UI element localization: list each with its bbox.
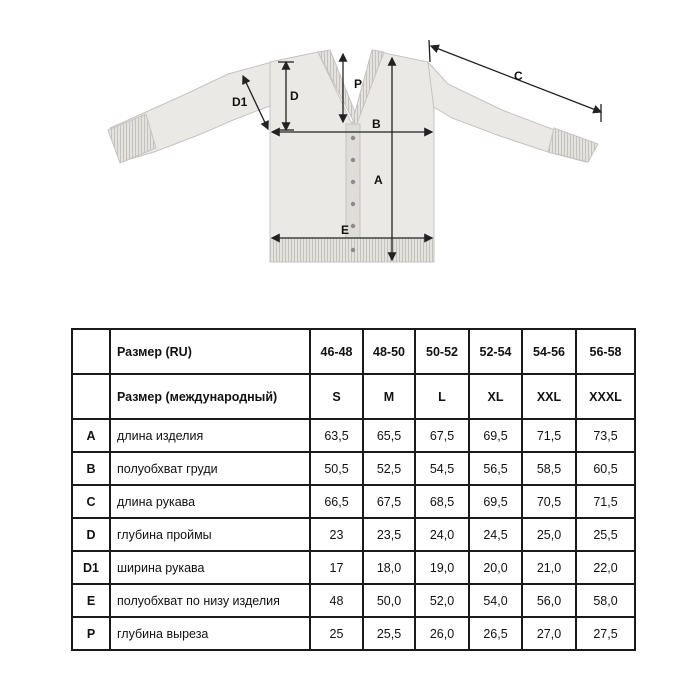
size-ru: 48-50 <box>363 329 415 374</box>
measurement-value: 68,5 <box>415 485 469 518</box>
header-label-ru: Размер (RU) <box>110 329 310 374</box>
size-intl: XXL <box>522 374 576 419</box>
measurement-label: глубина выреза <box>110 617 310 650</box>
measurement-value: 27,5 <box>576 617 635 650</box>
measurement-row <box>72 452 635 485</box>
label-b: B <box>372 117 381 131</box>
size-table <box>71 328 636 651</box>
measurement-value: 66,5 <box>310 485 363 518</box>
measurement-value: 58,5 <box>522 452 576 485</box>
measurement-value: 67,5 <box>363 485 415 518</box>
measurement-label: длина изделия <box>110 419 310 452</box>
measurement-value: 56,0 <box>522 584 576 617</box>
measurement-code: D1 <box>72 551 110 584</box>
size-intl: XXXL <box>576 374 635 419</box>
measurement-row <box>72 485 635 518</box>
size-ru: 54-56 <box>522 329 576 374</box>
button <box>351 202 355 206</box>
measurement-value: 25,5 <box>363 617 415 650</box>
measurement-value: 60,5 <box>576 452 635 485</box>
measurement-value: 22,0 <box>576 551 635 584</box>
measurement-code: B <box>72 452 110 485</box>
cardigan-diagram <box>0 0 700 300</box>
size-intl: L <box>415 374 469 419</box>
measurement-value: 20,0 <box>469 551 522 584</box>
right-cuff <box>548 128 598 162</box>
measurement-value: 71,5 <box>522 419 576 452</box>
measurement-value: 17 <box>310 551 363 584</box>
measurement-value: 23 <box>310 518 363 551</box>
header-row-ru <box>72 329 635 374</box>
measurement-row <box>72 551 635 584</box>
measurement-value: 65,5 <box>363 419 415 452</box>
size-intl: XL <box>469 374 522 419</box>
measurement-value: 58,0 <box>576 584 635 617</box>
measurement-value: 18,0 <box>363 551 415 584</box>
measurement-value: 50,0 <box>363 584 415 617</box>
measurement-label: полуобхват по низу изделия <box>110 584 310 617</box>
measurement-value: 26,5 <box>469 617 522 650</box>
size-intl: M <box>363 374 415 419</box>
measurement-code: E <box>72 584 110 617</box>
measurement-value: 52,0 <box>415 584 469 617</box>
measurement-value: 67,5 <box>415 419 469 452</box>
size-ru: 56-58 <box>576 329 635 374</box>
measurement-value: 21,0 <box>522 551 576 584</box>
measurement-code: A <box>72 419 110 452</box>
measurement-value: 69,5 <box>469 485 522 518</box>
button <box>351 136 355 140</box>
measurement-label: ширина рукава <box>110 551 310 584</box>
size-ru: 52-54 <box>469 329 522 374</box>
measurement-value: 69,5 <box>469 419 522 452</box>
size-ru: 50-52 <box>415 329 469 374</box>
measurement-value: 70,5 <box>522 485 576 518</box>
measurement-value: 52,5 <box>363 452 415 485</box>
measurement-value: 73,5 <box>576 419 635 452</box>
measurement-value: 56,5 <box>469 452 522 485</box>
button <box>351 224 355 228</box>
measurement-row <box>72 518 635 551</box>
measurement-value: 25 <box>310 617 363 650</box>
measurement-value: 50,5 <box>310 452 363 485</box>
measurement-value: 54,0 <box>469 584 522 617</box>
measurement-label: полуобхват груди <box>110 452 310 485</box>
measurement-value: 19,0 <box>415 551 469 584</box>
measurement-value: 24,5 <box>469 518 522 551</box>
measurement-value: 23,5 <box>363 518 415 551</box>
measurement-value: 63,5 <box>310 419 363 452</box>
measurement-label: глубина проймы <box>110 518 310 551</box>
label-a: A <box>374 173 383 187</box>
header-row-intl <box>72 374 635 419</box>
size-intl: S <box>310 374 363 419</box>
measurement-label: длина рукава <box>110 485 310 518</box>
measurement-value: 25,5 <box>576 518 635 551</box>
corner-cell <box>72 374 110 419</box>
size-ru: 46-48 <box>310 329 363 374</box>
measurement-value: 27,0 <box>522 617 576 650</box>
label-c: C <box>514 69 523 83</box>
measurement-row <box>72 419 635 452</box>
measurement-code: D <box>72 518 110 551</box>
corner-cell <box>72 329 110 374</box>
measurement-row <box>72 617 635 650</box>
label-p: P <box>354 77 363 91</box>
label-e: E <box>341 223 350 237</box>
header-label-intl: Размер (международный) <box>110 374 310 419</box>
button <box>351 158 355 162</box>
measurement-value: 71,5 <box>576 485 635 518</box>
measurement-code: C <box>72 485 110 518</box>
button <box>351 248 355 252</box>
measurement-value: 25,0 <box>522 518 576 551</box>
measurement-value: 26,0 <box>415 617 469 650</box>
measurement-value: 48 <box>310 584 363 617</box>
label-d: D <box>290 89 299 103</box>
measurement-row <box>72 584 635 617</box>
button <box>351 180 355 184</box>
label-d1: D1 <box>232 95 248 109</box>
measurement-value: 24,0 <box>415 518 469 551</box>
measurement-code: P <box>72 617 110 650</box>
measurement-value: 54,5 <box>415 452 469 485</box>
